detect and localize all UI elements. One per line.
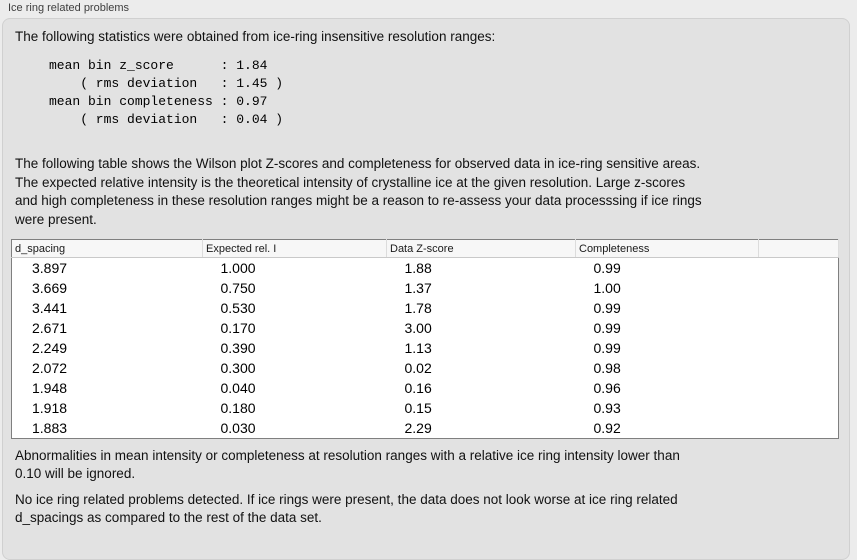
conclusion-note-line: d_spacings as compared to the rest of the data set.: [15, 510, 322, 525]
cell-completeness: 0.96: [593, 380, 621, 396]
cell-data-z-score: 1.78: [404, 300, 432, 316]
table-row[interactable]: [12, 418, 839, 439]
column-header-d-spacing[interactable]: d_spacing: [12, 240, 203, 258]
cell-data-z-score: 1.13: [404, 340, 432, 356]
cell-expected-rel-i: 0.030: [220, 420, 256, 436]
cell-completeness: 1.00: [593, 280, 621, 296]
cell-empty: [759, 418, 839, 439]
cell-completeness: 0.99: [593, 320, 621, 336]
cell-data-z-score: 1.88: [404, 260, 432, 276]
cell-data-z-score: 1.37: [404, 280, 432, 296]
cell-empty: [759, 378, 839, 398]
cell-empty: [759, 338, 839, 358]
cell-d-spacing: 1.948: [32, 380, 68, 396]
cell-completeness: 0.92: [593, 420, 621, 436]
ice-ring-table-container: [11, 239, 839, 439]
cell-expected-rel-i: 0.390: [220, 340, 256, 356]
table-row[interactable]: [12, 258, 839, 279]
cell-completeness: 0.93: [593, 400, 621, 416]
stats-line: mean bin completeness : 0.97: [49, 94, 268, 109]
table-row[interactable]: [12, 298, 839, 318]
description-text: [15, 155, 702, 229]
cell-data-z-score: 0.15: [404, 400, 432, 416]
cell-data-z-score: 3.00: [404, 320, 432, 336]
table-row[interactable]: [12, 278, 839, 298]
cell-d-spacing: 3.669: [32, 280, 68, 296]
ignore-note-line: Abnormalities in mean intensity or completeness at resolution ranges with a relative ice ring intensity lower than: [15, 448, 680, 463]
cell-d-spacing: 3.897: [32, 260, 68, 276]
cell-completeness: 0.99: [593, 340, 621, 356]
table-row[interactable]: [12, 378, 839, 398]
panel-title: Ice ring related problems: [8, 2, 130, 14]
cell-empty: [759, 318, 839, 338]
column-header-data-z-score[interactable]: Data Z-score: [387, 240, 576, 258]
description-line: and high completeness in these resolution ranges might be a reason to re-assess your data processsing if ice rings: [15, 193, 702, 208]
cell-data-z-score: 2.29: [404, 420, 432, 436]
stats-line: ( rms deviation : 1.45 ): [49, 76, 284, 91]
cell-d-spacing: 2.249: [32, 340, 68, 356]
cell-expected-rel-i: 0.040: [220, 380, 256, 396]
cell-empty: [759, 358, 839, 378]
column-header-expected-rel-i[interactable]: Expected rel. I: [203, 240, 387, 258]
stats-line: ( rms deviation : 0.04 ): [49, 112, 284, 127]
stats-block: [49, 57, 283, 129]
table-row[interactable]: [12, 318, 839, 338]
cell-empty: [759, 398, 839, 418]
cell-d-spacing: 2.671: [32, 320, 68, 336]
cell-expected-rel-i: 0.750: [220, 280, 256, 296]
cell-empty: [759, 298, 839, 318]
description-line: The expected relative intensity is the theoretical intensity of crystalline ice at the given resolution. Large z-scores: [15, 174, 686, 190]
cell-data-z-score: 0.16: [404, 380, 432, 396]
cell-expected-rel-i: 1.000: [220, 260, 256, 276]
cell-expected-rel-i: 0.530: [220, 300, 256, 316]
conclusion-note-line: No ice ring related problems detected. If ice rings were present, the data does not look worse at ice ring related: [15, 492, 678, 507]
cell-expected-rel-i: 0.300: [220, 360, 256, 376]
column-header-completeness[interactable]: Completeness: [576, 240, 759, 258]
cell-expected-rel-i: 0.180: [220, 400, 256, 416]
ice-ring-panel: [2, 18, 850, 560]
ignore-note-line: 0.10 will be ignored.: [15, 466, 136, 481]
cell-d-spacing: 2.072: [32, 360, 68, 376]
description-line: were present.: [15, 211, 97, 227]
cell-data-z-score: 0.02: [404, 360, 432, 376]
table-row[interactable]: [12, 358, 839, 378]
ice-ring-table: [11, 239, 839, 439]
table-row[interactable]: [12, 398, 839, 418]
ignore-note: [15, 447, 680, 483]
column-header-empty: [759, 240, 839, 258]
description-line: The following table shows the Wilson plot Z-scores and completeness for observed data in ice-ring sensitive areas.: [15, 156, 701, 171]
cell-expected-rel-i: 0.170: [220, 320, 256, 336]
cell-empty: [759, 258, 839, 279]
cell-empty: [759, 278, 839, 298]
table-header-row: [12, 240, 839, 258]
cell-d-spacing: 1.918: [32, 400, 68, 416]
cell-completeness: 0.99: [593, 300, 621, 316]
intro-text: The following statistics were obtained from ice-ring insensitive resolution ranges:: [15, 29, 496, 44]
cell-completeness: 0.98: [593, 360, 621, 376]
conclusion-note: [15, 491, 678, 527]
cell-d-spacing: 3.441: [32, 300, 68, 316]
cell-completeness: 0.99: [593, 260, 621, 276]
cell-d-spacing: 1.883: [32, 420, 68, 436]
stats-line: mean bin z_score : 1.84: [49, 58, 268, 73]
table-row[interactable]: [12, 338, 839, 358]
